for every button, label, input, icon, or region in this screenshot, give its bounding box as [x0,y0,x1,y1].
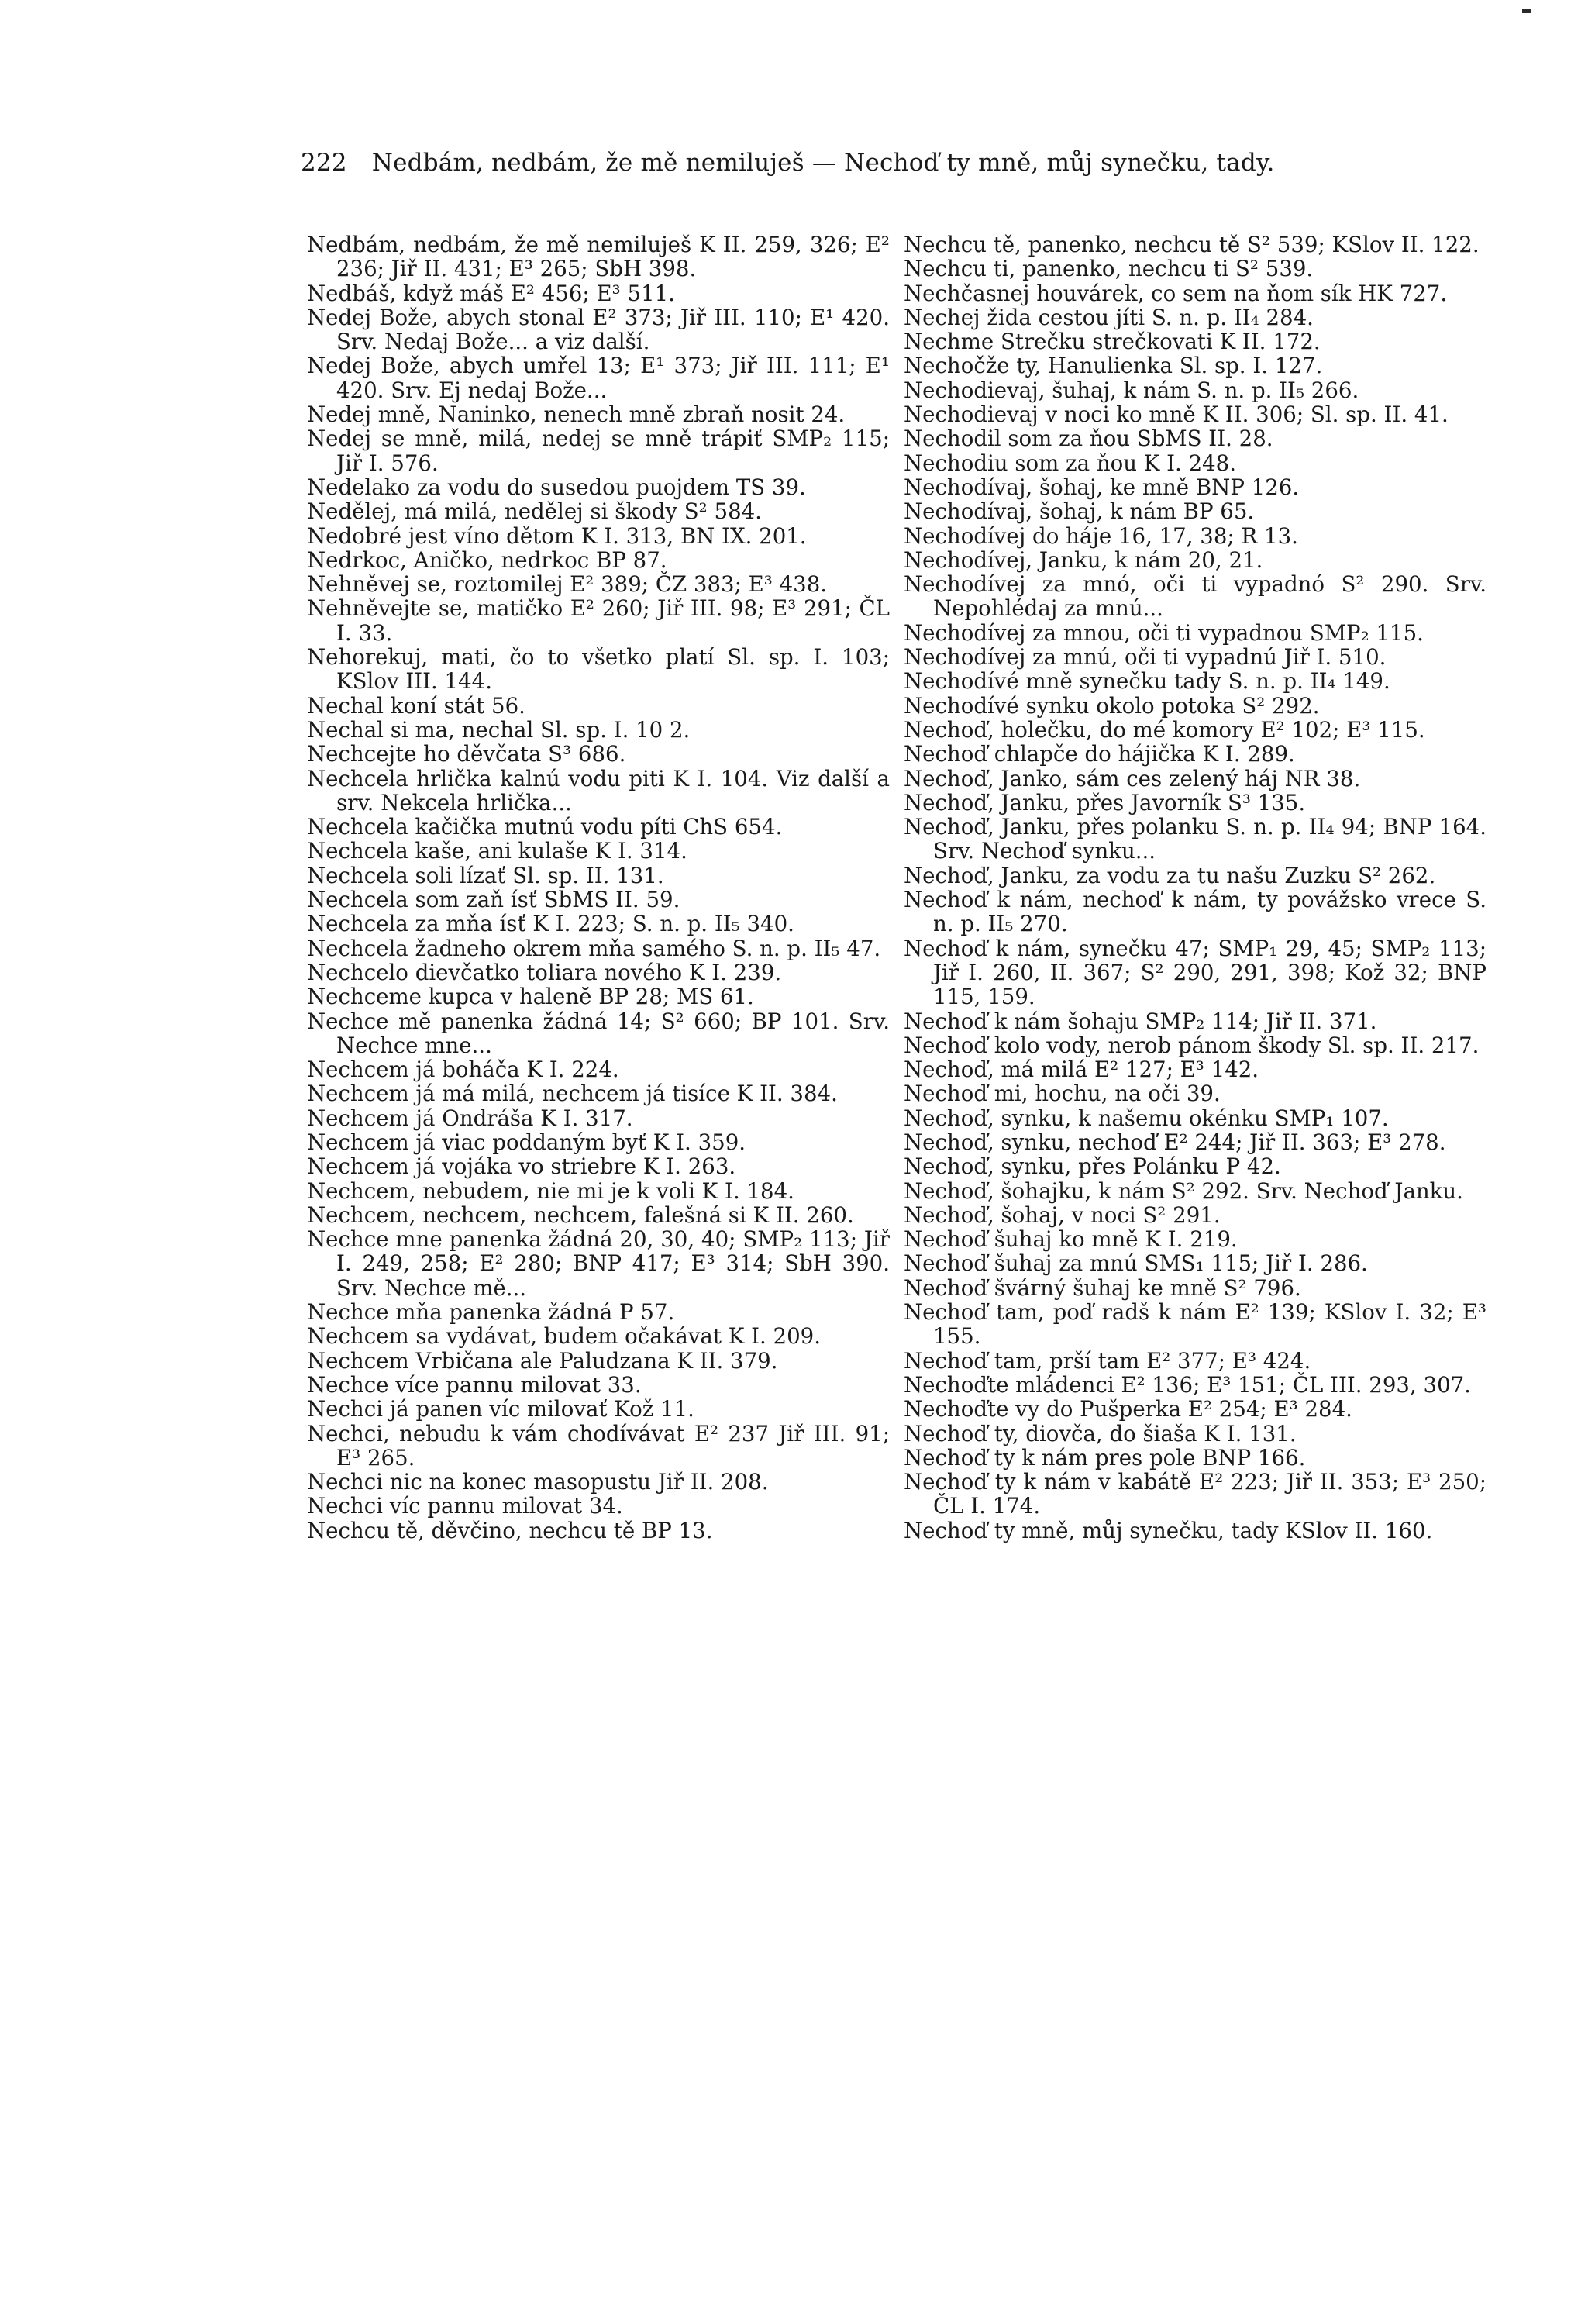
index-entry: Nechoď k nám, synečku 47; SMP₁ 29, 45; SMP₂ 113; Jiř I. 260, II. 367; S² 290, 291, 398; Kož 32; BNP 115, 159. [904,935,1486,1010]
index-entry: Nechčasnej houvárek, co sem na ňom sík HK 727. [904,280,1448,306]
index-entry: Nechoď, synku, k našemu okénku SMP₁ 107. [904,1105,1389,1131]
index-entry: Nechal koní stát 56. [307,692,525,719]
index-entry: Nechcu tě, panenko, nechcu tě S² 539; KSlov II. 122. [904,232,1480,257]
index-entry: Nechoď ty mně, můj synečku, tady KSlov II. 160. [904,1517,1433,1543]
index-entry: Nechcem, nechcem, nechcem, falešná si K II. 260. [307,1202,854,1228]
index-entry: Nechci já panen víc milovať Kož 11. [307,1396,694,1422]
index-entry: Nechcem Vrbičana ale Paludzana K II. 379. [307,1347,778,1374]
index-entry: Nechcem já má milá, nechcem já tisíce K II. 384. [307,1081,838,1107]
index-entry: Nechcela soli lízať Sl. sp. II. 131. [307,862,664,888]
index-entry: Nechme Strečku strečkovati K II. 172. [904,329,1321,355]
index-entry: Nedobré jest víno dětom K I. 313, BN IX. 201. [307,522,807,549]
index-entry: Nechal si ma, nechal Sl. sp. I. 10 2. [307,716,691,743]
index-entry: Nedbám, nedbám, že mě nemiluješ K II. 259, 326; E² 236; Jiř II. 431; E³ 265; SbH 398. [307,232,890,282]
index-entry: Nechcem já Ondráša K I. 317. [307,1105,633,1131]
index-entry: Nechcela kaše, ani kulaše K I. 314. [307,838,687,864]
index-entry: Nechoď, má milá E² 127; E³ 142. [904,1057,1259,1083]
index-entry: Nechci víc pannu milovat 34. [307,1493,623,1519]
index-entry: Nechoď ty k nám pres pole BNP 166. [904,1444,1306,1471]
index-entry: Nechoď, holečku, do mé komory E² 102; E³ 115. [904,716,1425,743]
index-entry: Nechce mě panenka žádná 14; S² 660; BP 101. Srv. Nechce mne... [307,1008,890,1058]
index-entry: Nechcem sa vydávat, budem očakávat K I. 209. [307,1323,821,1350]
index-entry: Nedej Bože, abych umřel 13; E¹ 373; Jiř III. 111; E¹ 420. Srv. Ej nedaj Bože... [307,353,890,403]
index-entry: Nechcela som zaň ísť SbMS II. 59. [307,887,680,913]
index-entry: Nedělej, má milá, nedělej si škody S² 584. [307,498,762,525]
index-entry: Nechoď šuhaj za mnú SMS₁ 115; Jiř I. 286. [904,1250,1368,1277]
index-entry: Nechodívej za mnou, oči ti vypadnou SMP₂ 115. [904,619,1424,646]
page-number: 222 [301,149,347,177]
index-entry: Nechoď, Janku, přes polanku S. n. p. II₄ 94; BNP 164. Srv. Nechoď synku... [904,814,1486,864]
index-entry: Nechce více pannu milovat 33. [307,1371,642,1398]
index-entry: Nechodievaj, šuhaj, k nám S. n. p. II₅ 266. [904,377,1359,403]
index-entry: Nechoď chlapče do hájička K I. 289. [904,741,1295,767]
index-entry: Nechcem, nebudem, nie mi je k voli K I. 184. [307,1178,794,1204]
index-entry: Nechcu ti, panenko, nechcu ti S² 539. [904,256,1314,282]
index-entry: Nechoď, Janku, za vodu za tu našu Zuzku S² 262. [904,862,1436,888]
index-entry: Nechoď k nám šohaju SMP₂ 114; Jiř II. 371. [904,1008,1377,1034]
index-entry: Nechoď, synku, nechoď E² 244; Jiř II. 363; E³ 278. [904,1129,1446,1155]
index-entry: Nechoď, šohajku, k nám S² 292. Srv. Nechoď Janku. [904,1178,1463,1204]
index-entry: Nechočže ty, Hanulienka Sl. sp. I. 127. [904,353,1323,379]
index-entry: Nechodívej do háje 16, 17, 38; R 13. [904,522,1298,549]
index-entry: Nechcela hrlička kalnú vodu piti K I. 104. Viz další a srv. Nekcela hrlička... [307,765,890,815]
running-title: Nedbám, nedbám, že mě nemiluješ — Nechoď ty mně, můj synečku, tady. [371,149,1275,177]
index-entry: Nehorekuj, mati, čo to všetko platí Sl. sp. I. 103; KSlov III. 144. [307,644,890,695]
index-entry: Nechoď tam, prší tam E² 377; E³ 424. [904,1347,1311,1374]
index-entry: Nechce mne panenka žádná 20, 30, 40; SMP₂ 113; Jiř I. 249, 258; E² 280; BNP 417; E³ 314; SbH 390. Srv. Nechce mě... [307,1226,890,1301]
index-entry: Nechcu tě, děvčino, nechcu tě BP 13. [307,1517,713,1543]
index-entry: Nechodívaj, šohaj, k nám BP 65. [904,498,1255,525]
index-entry: Nechodievaj v noci ko mně K II. 306; Sl. sp. II. 41. [904,402,1449,428]
index-entry: Nechodívaj, šohaj, ke mně BNP 126. [904,474,1300,500]
index-entry: Nechoď ty, diovča, do šiaša K I. 131. [904,1420,1297,1446]
index-entry: Nechoď ty k nám v kabátě E² 223; Jiř II. 353; E³ 250; ČL I. 174. [904,1469,1486,1519]
index-entry: Nechcem já vojáka vo striebre K I. 263. [307,1153,736,1180]
index-entry: Nechoď kolo vody, nerob pánom škody Sl. sp. II. 217. [904,1032,1480,1058]
index-entry: Nechcela žadneho okrem mňa samého S. n. p. II₅ 47. [307,935,881,961]
index-entry: Nechodívé synku okolo potoka S² 292. [904,692,1320,719]
index-entry: Nedej se mně, milá, nedej se mně trápiť SMP₂ 115; Jiř I. 576. [307,426,890,476]
index-entry: Nechoď k nám, nechoď k nám, ty povážsko vrece S. n. p. II₅ 270. [904,887,1486,937]
index-entry: Nedej Bože, abych stonal E² 373; Jiř III. 110; E¹ 420. Srv. Nedaj Bože... a viz další. [307,304,890,355]
index-entry: Nechci nic na konec masopustu Jiř II. 208. [307,1469,769,1495]
index-entry: Nechcem já boháča K I. 224. [307,1057,619,1083]
running-header [301,149,1370,177]
index-entry: Nechceme kupca v halenĕ BP 28; MS 61. [307,984,754,1010]
index-entry: Nechoďte mládenci E² 136; E³ 151; ČL III. 293, 307. [904,1371,1471,1398]
index-entry: Nechoď tam, poď radš k nám E² 139; KSlov I. 32; E³ 155. [904,1299,1486,1350]
index-column-right [904,233,1486,1543]
index-entry: Nedrkoc, Aničko, nedrkoc BP 87. [307,547,667,573]
index-entry: Nechodiu som za ňou K I. 248. [904,450,1237,476]
index-entry: Nechodívej za mnú, oči ti vypadnú Jiř I. 510. [904,644,1387,671]
index-entry: Nechoď mi, hochu, na oči 39. [904,1081,1221,1107]
index-entry: Nechcelo dievčatko toliara nového K I. 239. [307,959,782,985]
index-entry: Nedbáš, když máš E² 456; E³ 511. [307,280,675,306]
index-entry: Nehněvejte se, matičko E² 260; Jiř III. 98; E³ 291; ČL I. 33. [307,595,890,646]
index-entry: Nechej žida cestou jíti S. n. p. II₄ 284. [904,304,1314,330]
index-entry: Nechci, nebudu k vám chodívávat E² 237 Jiř III. 91; E³ 265. [307,1420,890,1471]
index-column-left [307,233,890,1543]
index-entry: Nechce mňa panenka žádná P 57. [307,1299,675,1326]
index-entry: Nechoďte vy do Pušperka E² 254; E³ 284. [904,1396,1352,1422]
index-entry: Nechodívej, Janku, k nám 20, 21. [904,547,1263,573]
index-entry: Nedelako za vodu do susedou puojdem TS 39. [307,474,806,500]
index-entry: Nedej mně, Naninko, nenech mně zbraň nosit 24. [307,402,846,428]
index-entry: Nechcela kačička mutnú vodu píti ChS 654. [307,814,783,840]
index-entry: Nechoď šuhaj ko mně K I. 219. [904,1226,1238,1253]
index-entry: Nechodívé mně synečku tady S. n. p. II₄ 149. [904,668,1390,695]
index-entry: Nechoď, synku, přes Polánku P 42. [904,1153,1281,1180]
index-entry: Nechoď, šohaj, v noci S² 291. [904,1202,1221,1228]
index-entry: Nehněvej se, roztomilej E² 389; ČZ 383; E³ 438. [307,571,828,598]
index-entry: Nechodil som za ňou SbMS II. 28. [904,426,1273,452]
index-entry: Nechoď švárný šuhaj ke mně S² 796. [904,1274,1301,1301]
index-entry: Nechodívej za mnó, oči ti vypadnó S² 290. Srv. Nepohlédaj za mnú... [904,571,1486,622]
index-entry: Nechcela za mňa ísť K I. 223; S. n. p. II₅ 340. [307,911,794,937]
index-entry: Nechoď, Janku, přes Javorník S³ 135. [904,789,1306,815]
index-entry: Nechcejte ho děvčata S³ 686. [307,741,626,767]
scan-mark [1522,9,1531,13]
index-entry: Nechcem já viac poddaným byť K I. 359. [307,1129,746,1155]
index-entry: Nechoď, Janko, sám ces zelený háj NR 38. [904,765,1361,791]
